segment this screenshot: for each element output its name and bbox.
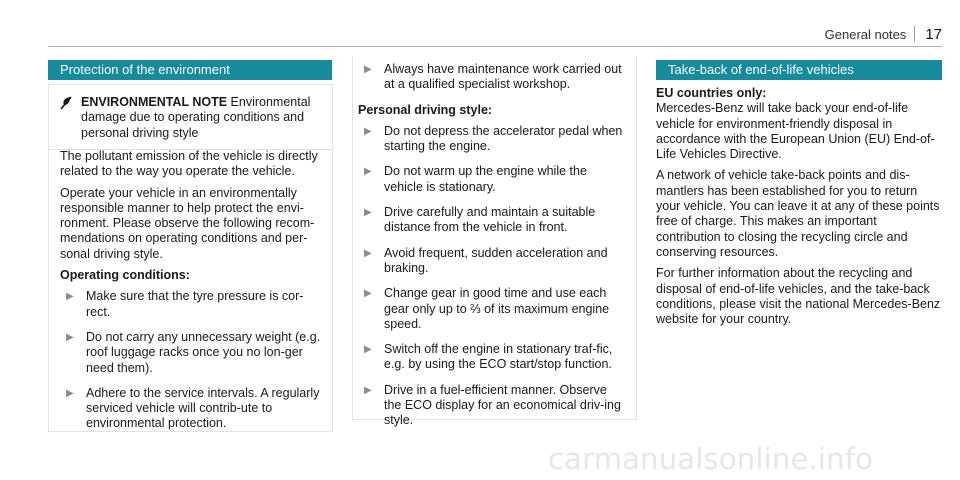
eu-countries-heading: EU countries only: (656, 86, 767, 100)
arrow-right-icon: ▶ (364, 288, 372, 300)
environment-body (60, 149, 322, 442)
arrow-right-icon: ▶ (364, 64, 372, 75)
driving-style-box (352, 56, 637, 428)
paragraph: The pollutant emission of the vehicle is directly related to the way you operate the vehicle. (60, 149, 318, 179)
list-item: ▶ Switch off the engine in stationary traf-fic, e.g. by using the ECO start/stop function. (358, 342, 626, 373)
page-number: 17 (925, 26, 942, 43)
arrow-right-icon: ▶ (364, 247, 372, 259)
list-item: ▶ Make sure that the tyre pressure is cor-rect. (60, 289, 322, 320)
page-header (825, 26, 942, 43)
environment-box (48, 84, 333, 432)
header-separator (914, 26, 915, 42)
operating-conditions-heading: Operating conditions: (60, 268, 190, 283)
note-label: ENVIRONMENTAL NOTE (81, 95, 228, 109)
header-rule (48, 46, 942, 47)
paragraph: For further information about the recycling and disposal of end-of-life vehicles, and the take-back conditions, please visit the national Mercedes-Benz website for your country. (656, 266, 941, 327)
section-title: General notes (824, 27, 907, 42)
environmental-note (49, 85, 332, 149)
arrow-right-icon: ▶ (364, 384, 372, 396)
take-back-body (656, 86, 942, 333)
arrow-right-icon: ▶ (364, 166, 372, 178)
arrow-right-icon: ▶ (66, 331, 74, 343)
list-item: ▶ Do not depress the accelerator pedal when starting the engine. (358, 124, 626, 155)
list-item: ▶ Adhere to the service intervals. A regularly serviced vehicle will contrib-ute to environmental protection. (60, 386, 322, 432)
personal-driving-style-heading: Personal driving style: (358, 102, 493, 117)
watermark: carmanualsonline.info (548, 442, 874, 476)
environment-banner: Protection of the environment (48, 60, 332, 80)
list-item: ▶ Drive carefully and maintain a suitable distance from the vehicle in front. (358, 205, 626, 236)
arrow-right-icon: ▶ (364, 207, 372, 219)
list-item: ▶ Always have maintenance work carried out at a qualified specialist workshop. (358, 62, 626, 93)
paragraph: A network of vehicle take-back points and dis-mantlers has been established for you to return your vehicle. You can leave it at any of these points free of charge. This makes an important contribution to closing the recycling circle and conserving resources. (656, 168, 940, 259)
leaf-icon (59, 95, 81, 141)
paragraph: Mercedes-Benz will take back your end-of-life vehicle for environment-friendly disposal in accordance with the European Union (EU) End-of-Life Vehicles Directive. (656, 101, 935, 162)
note-text: Environmental damage due to operating conditions and personal driving style (81, 95, 311, 140)
list-item: ▶ Do not carry any unnecessary weight (e.g. roof luggage racks once you no lon-ger need them). (60, 330, 322, 376)
arrow-right-icon: ▶ (66, 291, 74, 303)
paragraph: Operate your vehicle in an environmentally responsible manner to help protect the envi-ronment. Please observe the following recom-mendations on operating conditions and per-sonal driving style. (60, 185, 315, 261)
driving-style-body (358, 62, 626, 439)
list-item: ▶ Do not warm up the engine while the vehicle is stationary. (358, 164, 626, 195)
arrow-right-icon: ▶ (66, 387, 74, 399)
list-item: ▶ Avoid frequent, sudden acceleration and braking. (358, 246, 626, 277)
arrow-right-icon: ▶ (364, 344, 372, 356)
list-item: ▶ Change gear in good time and use each gear only up to ⅔ of its maximum engine speed. (358, 286, 626, 332)
arrow-right-icon: ▶ (364, 125, 372, 137)
take-back-banner: Take-back of end-of-life vehicles (656, 60, 942, 80)
list-item: ▶ Drive in a fuel-efficient manner. Observe the ECO display for an economical driv-ing style. (358, 383, 626, 429)
